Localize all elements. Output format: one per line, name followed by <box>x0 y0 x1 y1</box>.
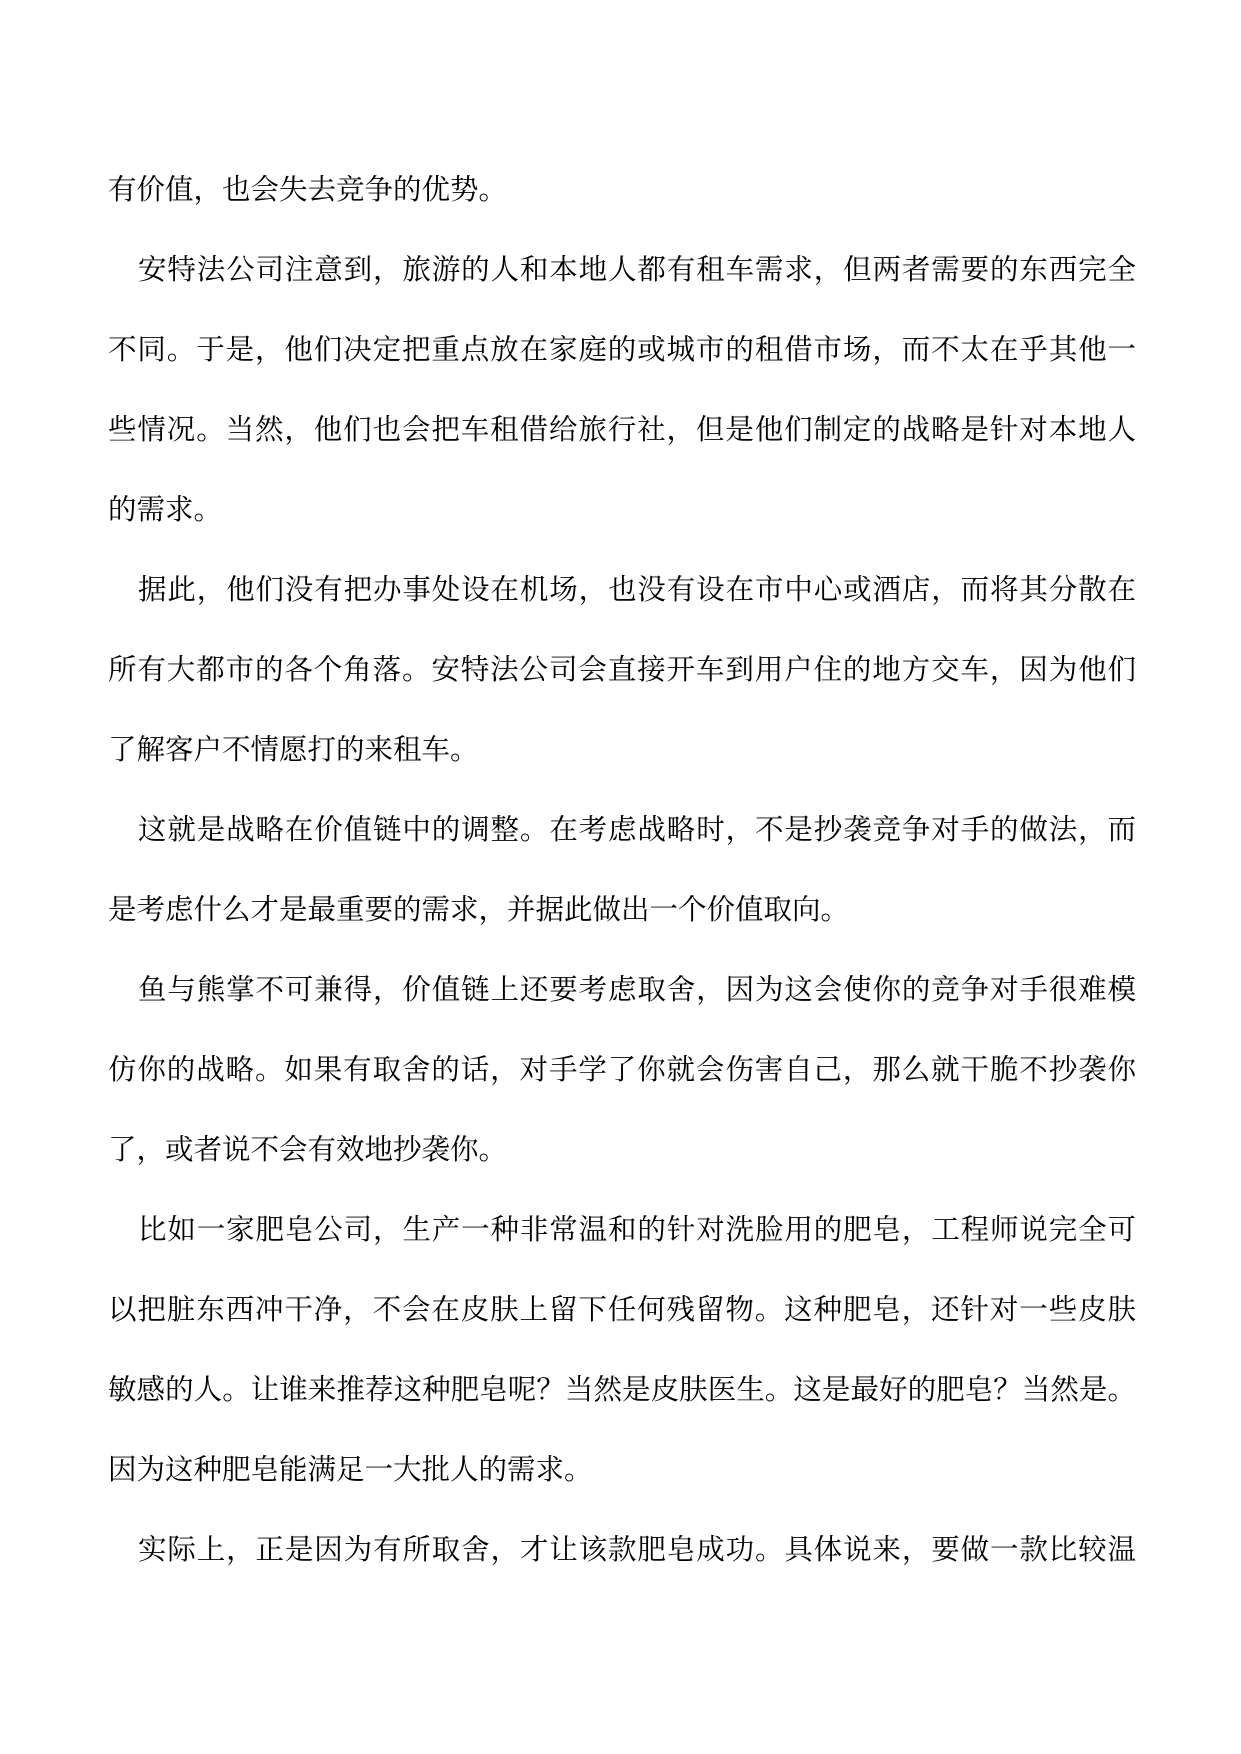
paragraph-first-line: 据此，他们没有把办事处设在机场，也没有设在市中心或酒店，而将其分散在 <box>138 573 1136 606</box>
text-line: 所有大都市的各个角落。安特法公司会直接开车到用户住的地方交车，因为他们 <box>108 653 1136 686</box>
text-line: 了解客户不情愿打的来租车。 <box>108 733 479 766</box>
text-line: 以把脏东西冲干净，不会在皮肤上留下任何残留物。这种肥皂，还针对一些皮肤 <box>108 1293 1136 1326</box>
text-line: 敏感的人。让谁来推荐这种肥皂呢？当然是皮肤医生。这是最好的肥皂？当然是。 <box>108 1373 1136 1406</box>
paragraph-first-line: 这就是战略在价值链中的调整。在考虑战略时，不是抄袭竞争对手的做法，而 <box>138 813 1136 846</box>
paragraph-first-line: 实际上，正是因为有所取舍，才让该款肥皂成功。具体说来，要做一款比较温 <box>138 1533 1136 1566</box>
text-line: 不同。于是，他们决定把重点放在家庭的或城市的租借市场，而不太在乎其他一 <box>108 333 1136 366</box>
text-line: 因为这种肥皂能满足一大批人的需求。 <box>108 1453 593 1486</box>
paragraph-first-line: 鱼与熊掌不可兼得，价值链上还要考虑取舍，因为这会使你的竞争对手很难模 <box>138 973 1136 1006</box>
text-line: 的需求。 <box>108 493 223 526</box>
text-line: 有价值，也会失去竞争的优势。 <box>108 173 508 206</box>
text-line: 些情况。当然，他们也会把车租借给旅行社，但是他们制定的战略是针对本地人 <box>108 413 1136 446</box>
paragraph-first-line: 安特法公司注意到，旅游的人和本地人都有租车需求，但两者需要的东西完全 <box>138 253 1136 286</box>
text-line: 仿你的战略。如果有取舍的话，对手学了你就会伤害自己，那么就干脆不抄袭你 <box>108 1053 1136 1086</box>
text-line: 了，或者说不会有效地抄袭你。 <box>108 1133 508 1166</box>
text-line: 是考虑什么才是最重要的需求，并据此做出一个价值取向。 <box>108 893 850 926</box>
paragraph-first-line: 比如一家肥皂公司，生产一种非常温和的针对洗脸用的肥皂，工程师说完全可 <box>138 1213 1136 1246</box>
